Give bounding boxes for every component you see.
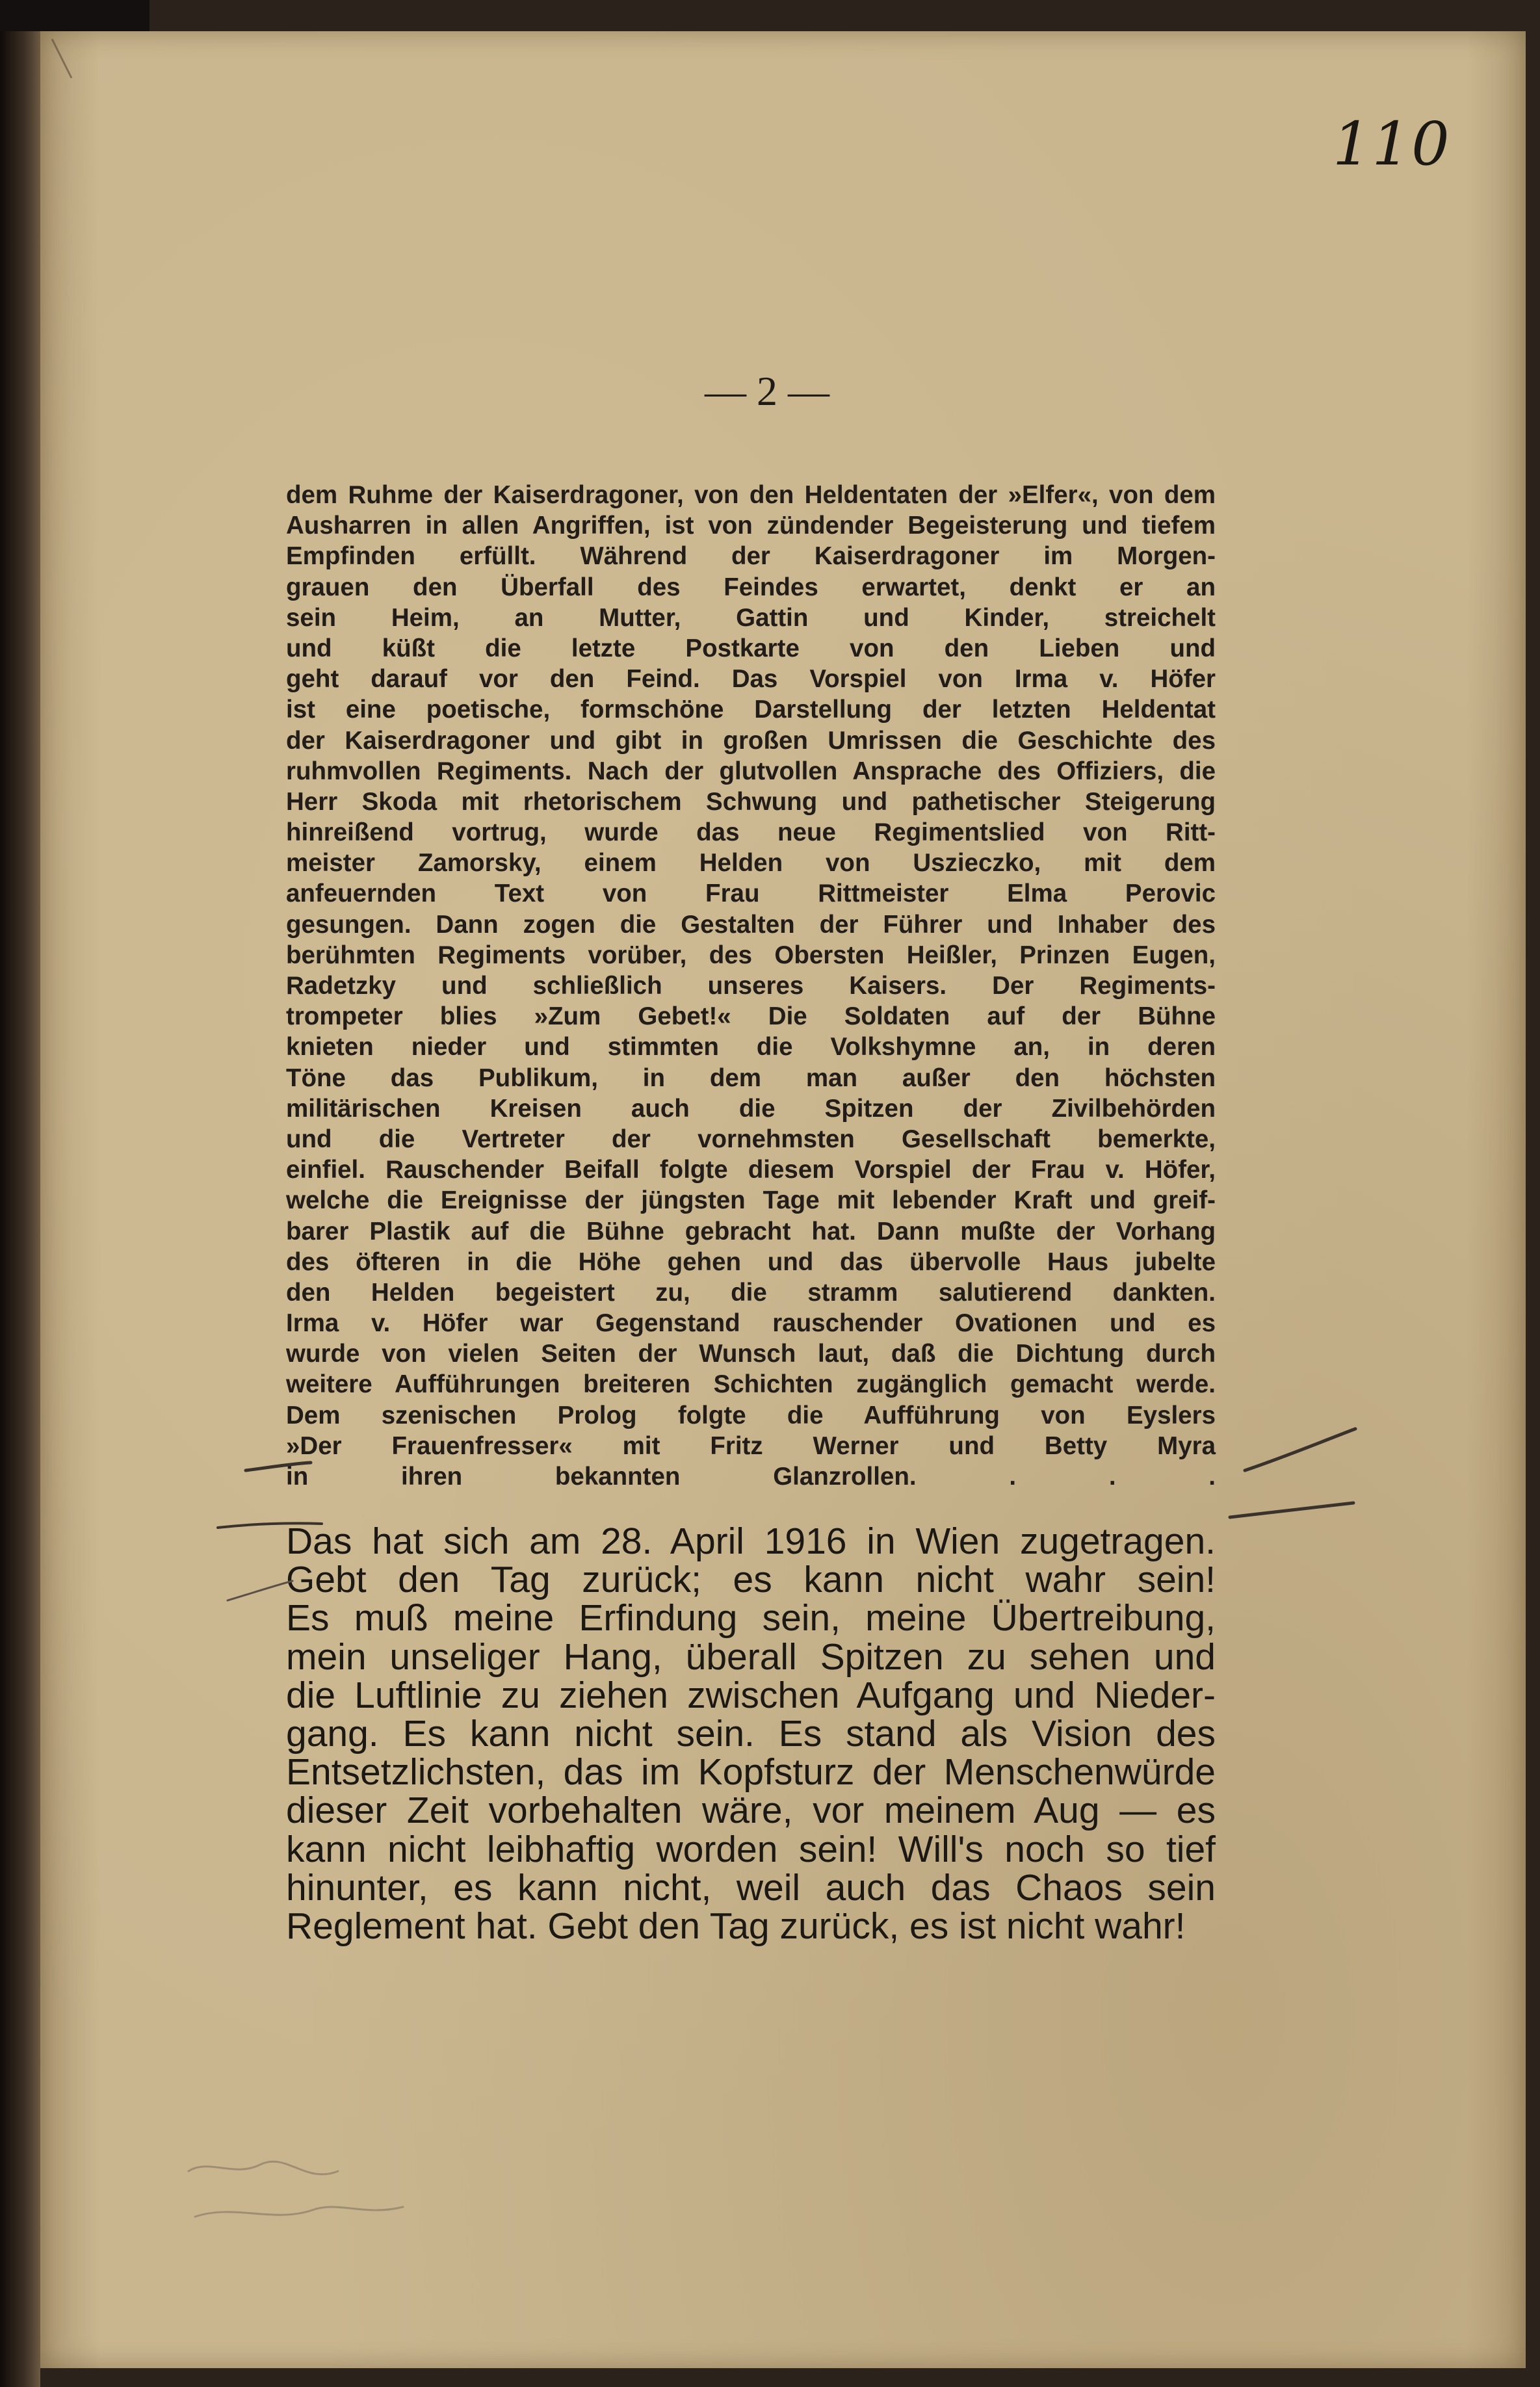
text-line: knieten nieder und stimmten die Volkshymne an, in deren [286, 1033, 1216, 1062]
text-line: Irma v. Höfer war Gegenstand rauschender Ovationen und es [286, 1309, 1216, 1338]
text-line: Radetzky und schließlich unseres Kaisers. Der Regiments- [286, 972, 1216, 1000]
text-line: geht darauf vor den Feind. Das Vorspiel von Irma v. Höfer [286, 665, 1216, 694]
text-line: kann nicht leibhaftig worden sein! Will's noch so tief [286, 1828, 1216, 1870]
text-line: die Luftlinie zu ziehen zwischen Aufgang und Nieder- [286, 1674, 1216, 1716]
text-line: meister Zamorsky, einem Helden von Uszieczko, mit dem [286, 849, 1216, 878]
text-line: barer Plastik auf die Bühne gebracht hat. Dann mußte der Vorhang [286, 1217, 1216, 1246]
text-line: dem Ruhme der Kaiserdragoner, von den Heldentaten der »Elfer«, von dem [286, 481, 1216, 509]
text-line: wurde von vielen Seiten der Wunsch laut, daß die Dichtung durch [286, 1340, 1216, 1368]
text-line: ist eine poetische, formschöne Darstellung der letzten Heldentat [286, 696, 1216, 724]
page-number: — 2 — [705, 368, 829, 414]
text-line: weitere Aufführungen breiteren Schichten zugänglich gemacht werde. [286, 1370, 1216, 1399]
text-line: anfeuernden Text von Frau Rittmeister Elma Perovic [286, 880, 1216, 908]
text-line: Töne das Publikum, in dem man außer den höchsten [286, 1063, 1216, 1092]
text-line: militärischen Kreisen auch die Spitzen der Zivilbehörden [286, 1094, 1216, 1123]
text-line: in ihren bekannten Glanzrollen. . . . [286, 1463, 1216, 1491]
text-line: welche die Ereignisse der jüngsten Tage mit lebender Kraft und greif- [286, 1186, 1216, 1215]
text-line: und die Vertreter der vornehmsten Gesellschaft bemerkte, [286, 1125, 1216, 1153]
text-line: hinreißend vortrug, wurde das neue Regimentslied von Ritt- [286, 818, 1216, 847]
text-line: des öfteren in die Höhe gehen und das übervolle Haus jubelte [286, 1247, 1216, 1276]
text-line: Herr Skoda mit rhetorischem Schwung und pathetischer Steigerung [286, 787, 1216, 816]
text-line: und küßt die letzte Postkarte von den Lieben und [286, 634, 1216, 662]
text-line: ruhmvollen Regiments. Nach der glutvollen Ansprache des Offiziers, die [286, 757, 1216, 785]
text-line: gesungen. Dann zogen die Gestalten der Führer und Inhaber des [286, 910, 1216, 939]
text-line: Entsetzlichsten, das im Kopfsturz der Menschenwürde [286, 1751, 1216, 1794]
text-line: Es muß meine Erfindung sein, meine Übertreibung, [286, 1597, 1216, 1639]
text-line: sein Heim, an Mutter, Gattin und Kinder, streichelt [286, 603, 1216, 632]
top-corner-shadow [0, 0, 150, 31]
book-spine [0, 0, 40, 2387]
text-line: Ausharren in allen Angriffen, ist von zündender Begeisterung und tiefem [286, 512, 1216, 540]
text-line: dieser Zeit vorbehalten wäre, vor meinem Aug — es [286, 1790, 1216, 1832]
text-line: »Der Frauenfresser« mit Fritz Werner und Betty Myra [286, 1431, 1216, 1460]
text-line: berühmten Regiments vorüber, des Obersten Heißler, Prinzen Eugen, [286, 941, 1216, 969]
text-line: Reglement hat. Gebt den Tag zurück, es ist nicht wahr! [286, 1905, 1186, 1947]
text-line: trompeter blies »Zum Gebet!« Die Soldaten auf der Bühne [286, 1002, 1216, 1031]
report-text-block [286, 480, 1216, 1492]
text-line: Empfinden erfüllt. Während der Kaiserdragoner im Morgen- [286, 542, 1216, 571]
commentary-text-block [286, 1522, 1216, 1946]
handwritten-folio-number: 110 [1333, 109, 1451, 179]
text-line: mein unseliger Hang, überall Spitzen zu sehen und [286, 1636, 1216, 1678]
text-line: einfiel. Rauschender Beifall folgte diesem Vorspiel der Frau v. Höfer, [286, 1156, 1216, 1184]
text-line: den Helden begeistert zu, die stramm salutierend dankten. [286, 1278, 1216, 1307]
text-line: der Kaiserdragoner und gibt in großen Umrissen die Geschichte des [286, 726, 1216, 755]
text-line: Dem szenischen Prolog folgte die Aufführung von Eyslers [286, 1401, 1216, 1429]
text-line: Gebt den Tag zurück; es kann nicht wahr sein! [286, 1559, 1216, 1601]
text-line: grauen den Überfall des Feindes erwartet, denkt er an [286, 573, 1216, 601]
text-line: gang. Es kann nicht sein. Es stand als Vision des [286, 1712, 1216, 1754]
text-line: hinunter, es kann nicht, weil auch das Chaos sein [286, 1866, 1216, 1909]
text-line: Das hat sich am 28. April 1916 in Wien zugetragen. [286, 1520, 1216, 1562]
